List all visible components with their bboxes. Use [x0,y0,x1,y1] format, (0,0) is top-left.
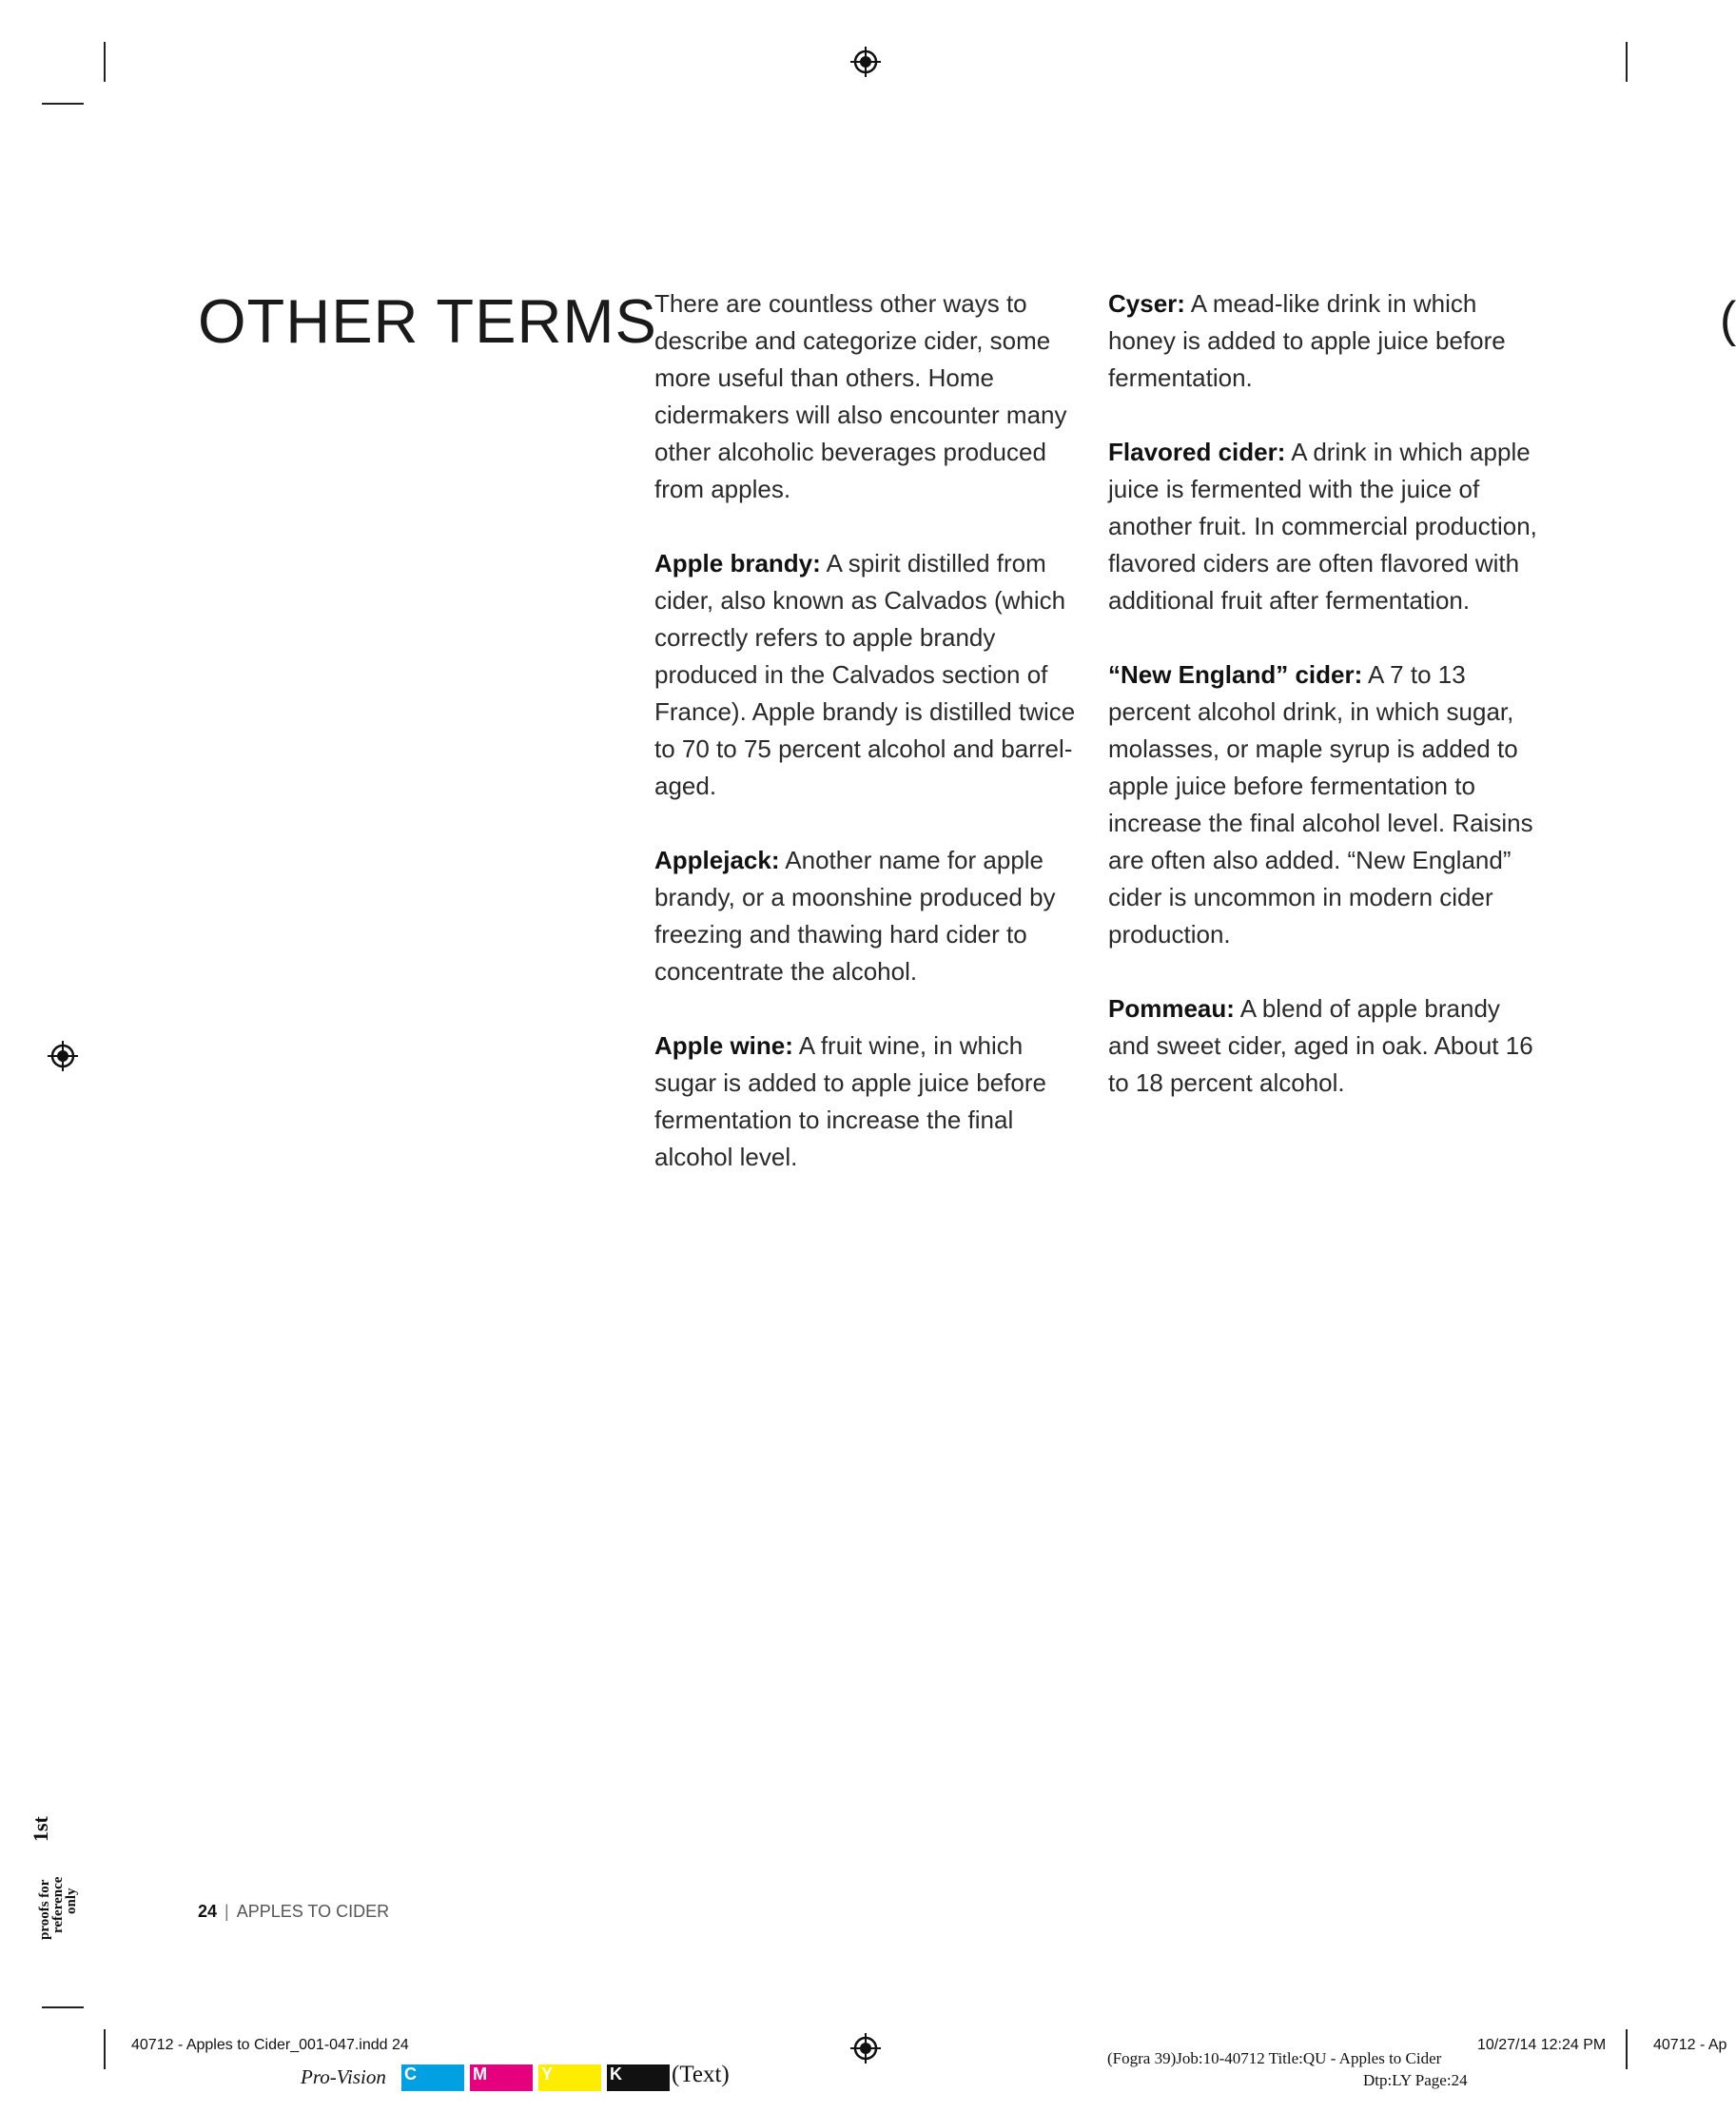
term-definition: A blend of apple brandy and sweet cider, aged in oak. About 16 to 18 percent alcohol. [1108,994,1533,1097]
plate-text-label: (Text) [672,2062,730,2087]
slug-timestamp: 10/27/14 12:24 PM [1477,2037,1607,2053]
left-column [654,285,1084,1213]
term-entry [1108,656,1538,953]
term-entry [654,1027,1084,1176]
proof-stamp-line3: only [64,1888,79,1914]
provision-label: Pro-Vision [301,2065,386,2088]
right-column [1108,285,1538,1139]
color-swatch-black: K [607,2064,670,2091]
term-name: “New England” cider: [1108,660,1363,689]
term-entry [654,545,1084,805]
proof-stamp-line2: reference [50,1876,66,1933]
color-swatch-yellow: Y [538,2064,601,2091]
slug-dtp-info: Dtp:LY Page:24 [1363,2071,1468,2089]
slug-file-name: 40712 - Apples to Cider_001-047.indd 24 [131,2037,409,2053]
registration-mark-top [849,46,882,78]
term-definition: Another name for apple brandy, or a moonshine produced by freezing and thawing hard cider to concentrate the alcohol. [654,846,1056,986]
color-swatch-cyan: C [401,2064,464,2091]
page-number: 24 [198,1902,218,1921]
proof-stamp-first: 1st [29,1816,52,1842]
term-name: Pommeau: [1108,994,1235,1023]
term-entry [654,842,1084,990]
term-entry [1108,285,1538,397]
crop-mark-top-right [1626,42,1628,82]
color-swatch-magenta: M [470,2064,533,2091]
crop-mark-left-top [42,103,84,105]
folio [198,1902,389,1922]
crop-mark-bottom-right [1626,2029,1628,2069]
crop-mark-bottom-left [104,2029,106,2069]
registration-mark-bottom [849,2032,882,2064]
term-entry [1108,434,1538,619]
proof-stamp-line1: proofs for [37,1879,52,1940]
slug-next-file: 40712 - Ap [1653,2037,1727,2053]
term-entry [1108,990,1538,1102]
crop-mark-left-bottom [42,2006,84,2008]
term-definition: A mead-like drink in which honey is added to apple juice before fermentation. [1108,289,1506,392]
crop-mark-top-left [104,42,106,82]
running-head: APPLES TO CIDER [236,1902,390,1921]
intro-paragraph: There are countless other ways to describe and categorize cider, some more useful than others. Home cidermakers will also encounter many other alcoholic beverages produced from apples. [654,289,1067,503]
term-definition: A 7 to 13 percent alcohol drink, in which sugar, molasses, or maple syrup is added to apple juice before fermentation to increase the final alcohol level. Raisins are often also added. “New England” cider is uncommon in modern cider production. [1108,660,1533,949]
next-page-glyph: ( [1720,292,1736,347]
folio-separator: | [224,1902,229,1921]
slug-job-info: (Fogra 39)Job:10-40712 Title:QU - Apples to Cider [1107,2049,1442,2067]
term-name: Flavored cider: [1108,438,1286,466]
term-name: Apple brandy: [654,549,821,577]
registration-mark-left [47,1040,79,1072]
term-name: Applejack: [654,846,780,874]
term-name: Apple wine: [654,1031,793,1060]
term-definition: A spirit distilled from cider, also known as Calvados (which correctly refers to apple brandy produced in the Calvados section of France). Apple brandy is distilled twice to 70 to 75 percent alcohol and barrel-aged. [654,549,1076,800]
term-definition: A drink in which apple juice is fermented with the juice of another fruit. In commercial production, flavored ciders are often flavored with additional fruit after fermentation. [1108,438,1537,615]
term-definition: A fruit wine, in which sugar is added to apple juice before fermentation to increase the final alcohol level. [654,1031,1046,1171]
term-name: Cyser: [1108,289,1185,318]
page-title: OTHER TERMS [198,286,657,356]
